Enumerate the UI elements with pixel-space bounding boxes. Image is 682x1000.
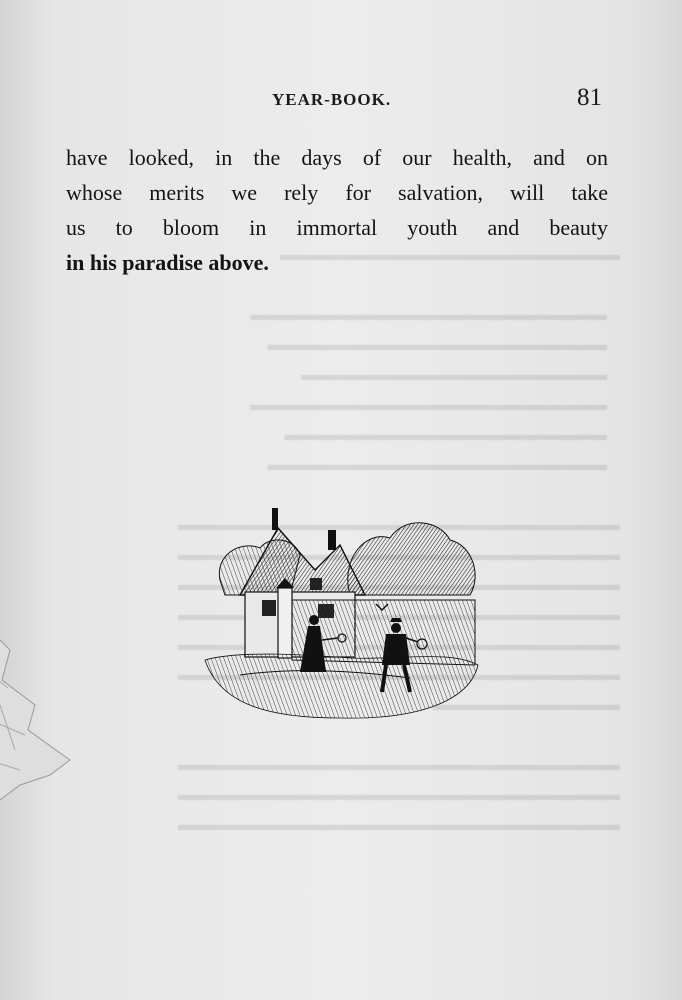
text-line: in his paradise above. bbox=[66, 250, 269, 275]
torn-paper-corner bbox=[0, 610, 90, 800]
cottage-engraving-icon bbox=[200, 500, 482, 722]
text-line: us to bloom in immortal youth and beauty bbox=[66, 215, 608, 240]
text-line: whose merits we rely for salvation, will take bbox=[66, 180, 608, 205]
body-paragraph bbox=[66, 140, 608, 280]
bleed-through-texture: ▬▬▬▬▬▬▬▬▬▬▬▬▬▬▬▬▬▬▬▬ ▬▬▬▬▬▬▬▬▬▬▬▬▬▬▬▬▬▬▬▬▬ ▬▬▬▬▬▬▬▬▬▬▬▬▬▬▬▬▬▬▬▬ ▬▬▬▬▬▬▬▬▬▬▬▬▬▬▬▬▬▬ ▬▬▬▬▬▬▬▬▬▬▬▬▬▬▬▬▬▬▬▬▬ ▬▬▬▬▬▬▬▬▬▬▬▬▬▬▬▬▬▬▬ ▬▬▬▬▬▬▬▬▬▬▬▬▬▬▬▬▬▬▬▬ ▬▬▬▬▬▬▬▬▬▬▬▬▬▬▬▬▬▬▬▬▬▬▬▬▬▬ ▬▬▬▬▬▬▬▬▬▬▬ ▬▬▬▬▬▬▬▬▬▬▬▬▬▬▬▬▬▬▬▬▬▬▬▬▬▬ ▬▬▬▬▬▬▬▬▬▬▬▬▬▬▬▬▬▬▬▬▬▬▬▬▬▬ ▬▬▬▬▬▬▬▬▬▬▬▬▬▬▬▬▬▬▬▬▬▬▬▬▬▬ bbox=[178, 245, 620, 834]
text-line: have looked, in the days of our health, and on bbox=[66, 145, 608, 170]
page-number: 81 bbox=[577, 84, 602, 111]
running-head bbox=[60, 84, 610, 118]
running-head-title: YEAR-BOOK. bbox=[272, 90, 392, 109]
